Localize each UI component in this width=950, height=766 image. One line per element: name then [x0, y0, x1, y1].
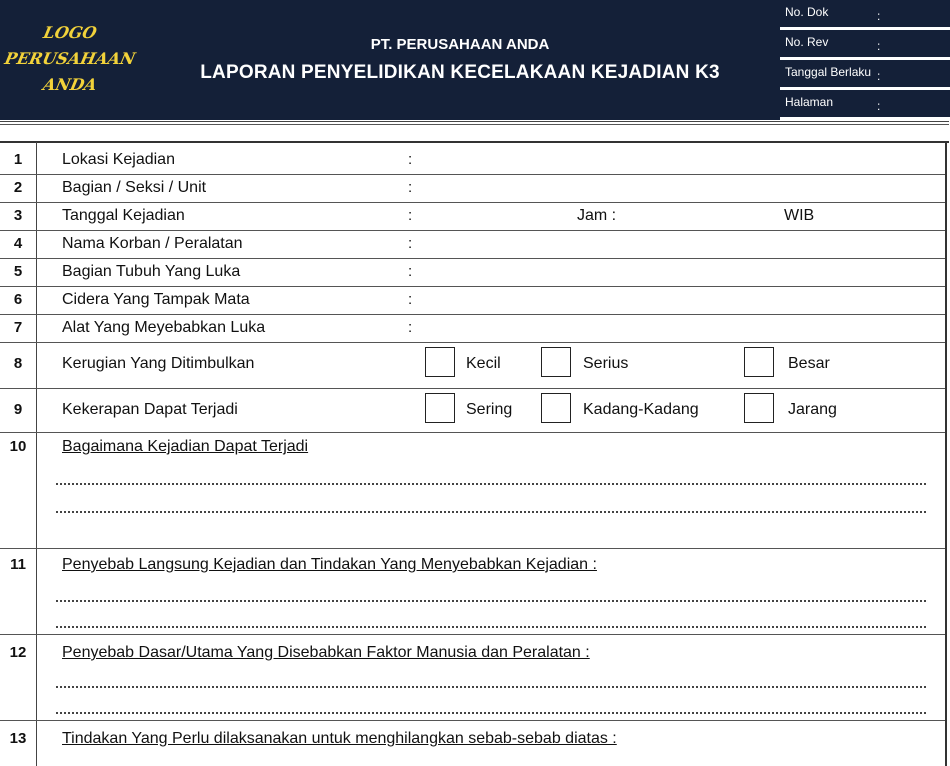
table-row — [0, 230, 945, 259]
checkbox-label: Kecil — [466, 355, 501, 372]
row-number: 8 — [13, 355, 23, 372]
answer-line[interactable] — [56, 483, 926, 485]
form-header — [0, 0, 780, 120]
answer-line[interactable] — [56, 686, 926, 688]
checkbox-label: Sering — [466, 401, 513, 418]
time-label: Jam : — [577, 207, 617, 224]
field-input[interactable]: : — [408, 179, 413, 196]
field-input[interactable]: : — [408, 319, 413, 336]
field-label: Bagian Tubuh Yang Luka — [62, 263, 241, 280]
field-label: Cidera Yang Tampak Mata — [62, 291, 250, 308]
company-name: PT. PERUSAHAAN ANDA — [370, 36, 550, 53]
doc-field-value[interactable]: : — [877, 69, 881, 83]
field-label: Alat Yang Meyebabkan Luka — [62, 319, 266, 336]
document-info-box — [780, 0, 949, 120]
field-label: Kerugian Yang Ditimbulkan — [62, 355, 255, 372]
company-logo — [0, 20, 140, 98]
field-input[interactable]: : — [408, 151, 413, 168]
checkbox-label: Jarang — [788, 401, 837, 418]
checkbox-sering[interactable] — [425, 393, 455, 423]
field-label: Tanggal Kejadian — [62, 207, 185, 224]
timezone-label: WIB — [784, 207, 815, 224]
doc-field-value[interactable]: : — [877, 39, 881, 53]
section-13 — [0, 720, 945, 766]
row-number: 12 — [9, 644, 27, 661]
row-number: 3 — [13, 207, 23, 224]
field-label: Nama Korban / Peralatan — [62, 235, 243, 252]
table-row — [0, 258, 945, 287]
logo-line: ANDA — [41, 75, 99, 94]
field-label: Lokasi Kejadian — [62, 151, 175, 168]
row-number: 1 — [13, 151, 23, 168]
divider — [0, 121, 949, 122]
section-heading: Penyebab Langsung Kejadian dan Tindakan Yang Menyebabkan Kejadian : — [62, 556, 597, 573]
doc-field-halaman — [780, 90, 950, 117]
section-11 — [0, 548, 945, 635]
section-heading: Bagaimana Kejadian Dapat Terjadi — [62, 438, 309, 455]
answer-line[interactable] — [56, 600, 926, 602]
table-row — [0, 174, 945, 203]
field-label: Bagian / Seksi / Unit — [62, 179, 207, 196]
row-number: 11 — [10, 556, 26, 573]
table-row-kerugian — [0, 342, 945, 389]
field-input[interactable]: : — [408, 207, 413, 224]
doc-field-label: No. Dok — [785, 5, 829, 19]
checkbox-jarang[interactable] — [744, 393, 774, 423]
row-number: 5 — [13, 263, 23, 280]
table-row — [0, 146, 945, 175]
row-number: 13 — [9, 730, 27, 747]
doc-field-value[interactable]: : — [877, 9, 881, 23]
answer-line[interactable] — [56, 712, 926, 714]
checkbox-label: Serius — [583, 355, 629, 372]
row-number: 6 — [13, 291, 23, 308]
doc-field-label: Halaman — [785, 95, 834, 109]
doc-field-label: No. Rev — [785, 35, 829, 49]
section-10 — [0, 432, 945, 549]
field-label: Kekerapan Dapat Terjadi — [62, 401, 238, 418]
table-row — [0, 314, 945, 343]
report-title: LAPORAN PENYELIDIKAN KECELAKAAN KEJADIAN K3 — [200, 62, 720, 83]
doc-field-no-rev — [780, 30, 950, 57]
row-number: 2 — [13, 179, 23, 196]
checkbox-label: Besar — [788, 355, 830, 372]
row-number: 7 — [13, 319, 23, 336]
answer-line[interactable] — [56, 626, 926, 628]
table-row — [0, 202, 945, 231]
checkbox-kecil[interactable] — [425, 347, 455, 377]
row-number: 10 — [9, 438, 27, 455]
field-input[interactable]: : — [408, 235, 413, 252]
doc-field-label: Tanggal Berlaku — [785, 65, 872, 79]
answer-line[interactable] — [56, 511, 926, 513]
doc-field-value[interactable]: : — [877, 99, 881, 113]
row-number: 4 — [13, 235, 23, 252]
section-12 — [0, 634, 945, 721]
doc-field-no-dok — [780, 0, 950, 27]
table-row — [0, 286, 945, 315]
checkbox-label: Kadang-Kadang — [583, 401, 699, 418]
field-input[interactable]: : — [408, 291, 413, 308]
doc-field-tanggal-berlaku — [780, 60, 950, 87]
section-heading: Tindakan Yang Perlu dilaksanakan untuk menghilangkan sebab-sebab diatas : — [62, 730, 617, 747]
logo-line: PERUSAHAAN — [3, 49, 138, 68]
checkbox-kadang-kadang[interactable] — [541, 393, 571, 423]
checkbox-besar[interactable] — [744, 347, 774, 377]
row-number: 9 — [13, 401, 23, 418]
section-heading: Penyebab Dasar/Utama Yang Disebabkan Faktor Manusia dan Peralatan : — [62, 644, 590, 661]
logo-line: LOGO — [41, 23, 99, 42]
field-input[interactable]: : — [408, 263, 413, 280]
checkbox-serius[interactable] — [541, 347, 571, 377]
divider-band — [0, 124, 949, 143]
table-row-kekerapan — [0, 388, 945, 433]
